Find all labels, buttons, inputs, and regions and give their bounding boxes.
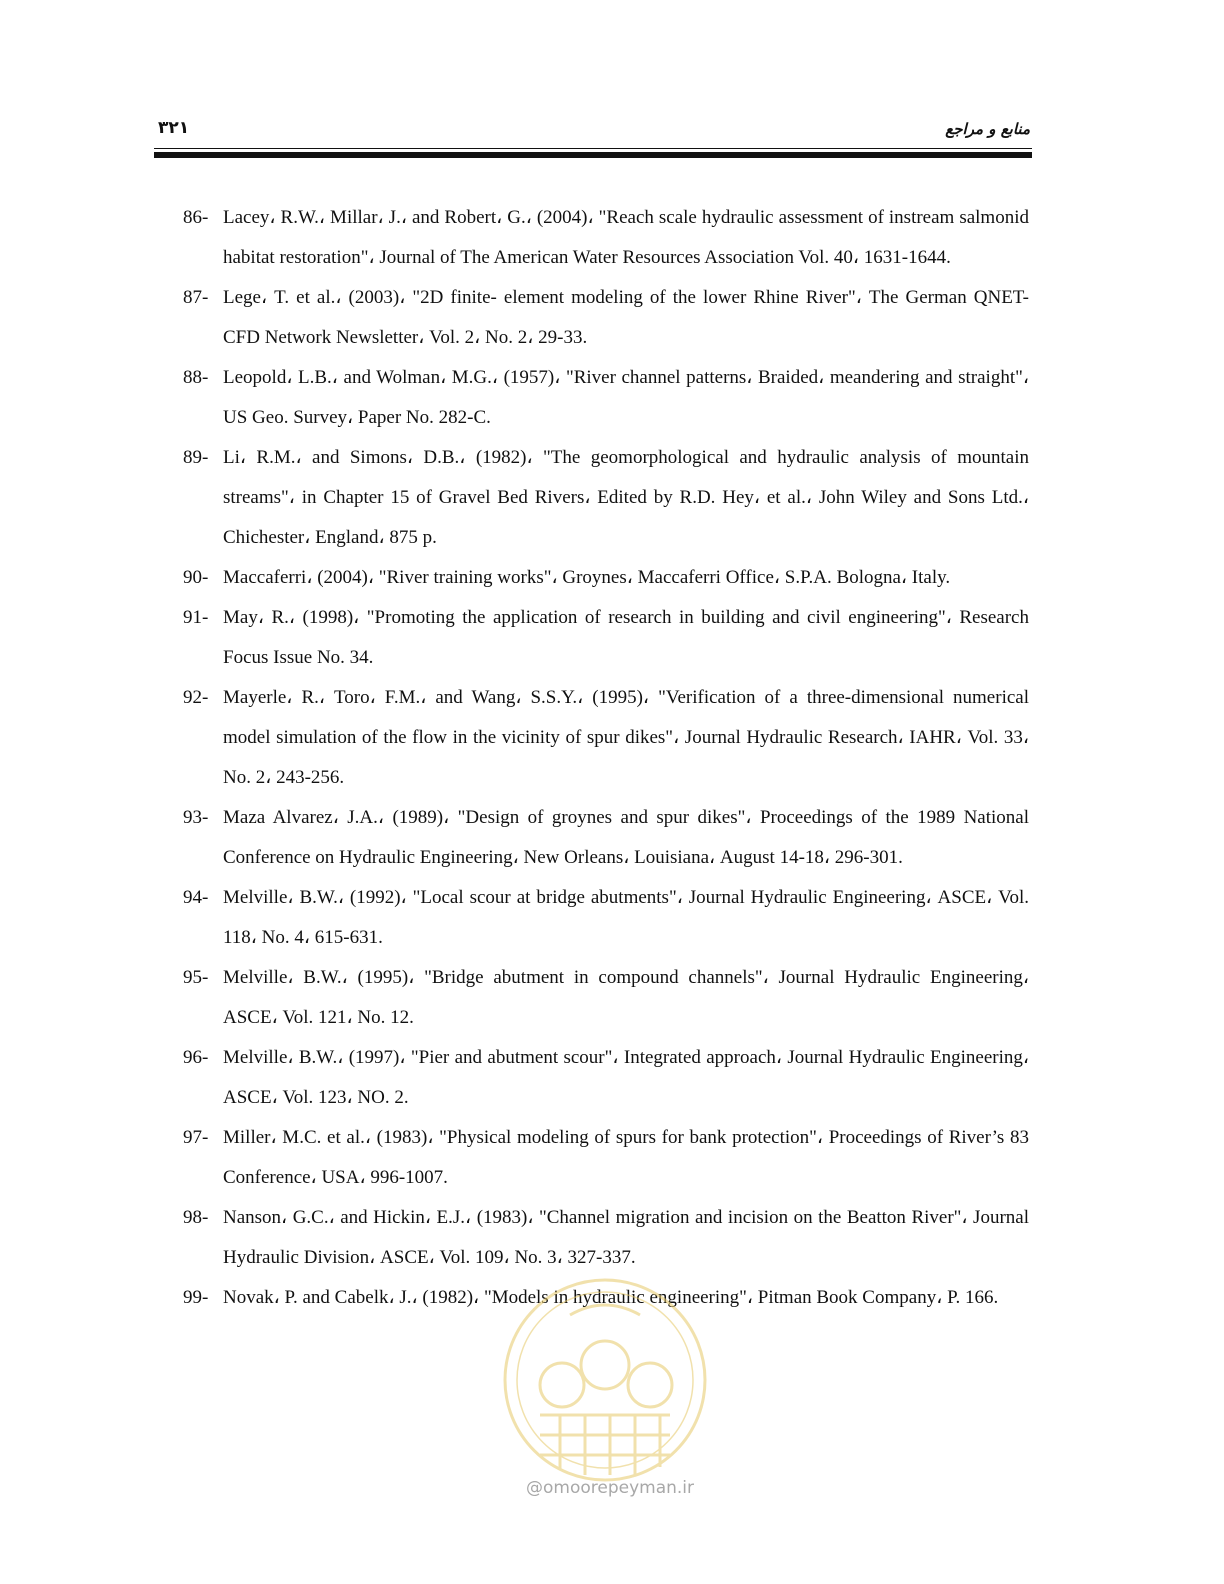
reference-text: Maza Alvarez، J.A.، (1989)، "Design of groynes and spur dikes"، Proceedings of the 1989 National Conference on Hydraulic Engineering، New Orleans، Louisiana، August 14-18، 296-301. bbox=[223, 807, 1029, 868]
reference-text: Melville، B.W.، (1995)، "Bridge abutment in compound channels"، Journal Hydraulic Engineering، ASCE، Vol. 121، No. 12. bbox=[223, 967, 1029, 1028]
reference-number: 91- bbox=[183, 607, 209, 628]
reference-number: 97- bbox=[183, 1127, 209, 1148]
reference-number: 89- bbox=[183, 447, 209, 468]
reference-text: Melville، B.W.، (1997)، "Pier and abutment scour"، Integrated approach، Journal Hydraulic Engineering، ASCE، Vol. 123، NO. 2. bbox=[223, 1047, 1029, 1108]
reference-item bbox=[183, 558, 1029, 598]
reference-number: 92- bbox=[183, 687, 209, 708]
reference-item bbox=[183, 798, 1029, 878]
watermark-site-text: @omoorepeyman.ir bbox=[525, 1478, 695, 1498]
reference-number: 98- bbox=[183, 1207, 209, 1228]
reference-text: Novak، P. and Cabelk، J.، (1982)، "Models in hydraulic engineering"، Pitman Book Company، P. 166. bbox=[223, 1287, 999, 1308]
reference-text: Miller، M.C. et al.، (1983)، "Physical modeling of spurs for bank protection"، Proceedings of River’s 83 Conference، USA، 996-1007. bbox=[223, 1127, 1029, 1188]
reference-number: 94- bbox=[183, 887, 209, 908]
page-header bbox=[154, 112, 1032, 158]
reference-item bbox=[183, 1198, 1029, 1278]
reference-item bbox=[183, 358, 1029, 438]
reference-text: Lacey، R.W.، Millar، J.، and Robert، G.، (2004)، "Reach scale hydraulic assessment of instream salmonid habitat restoration"، Journal of The American Water Resources Association Vol. 40، 1631-1644. bbox=[223, 207, 1029, 268]
reference-item bbox=[183, 1038, 1029, 1118]
reference-item bbox=[183, 1278, 1029, 1318]
reference-item bbox=[183, 678, 1029, 798]
reference-item bbox=[183, 1118, 1029, 1198]
page-number: ۳۲۱ bbox=[158, 118, 190, 138]
reference-item bbox=[183, 198, 1029, 278]
header-rule-thick bbox=[154, 152, 1032, 158]
reference-text: Mayerle، R.، Toro، F.M.، and Wang، S.S.Y.، (1995)، "Verification of a three-dimensional numerical model simulation of the flow in the vicinity of spur dikes"، Journal Hydraulic Research، IAHR، Vol. 33، No. 2، 243-256. bbox=[223, 687, 1029, 788]
reference-number: 86- bbox=[183, 207, 209, 228]
reference-text: Nanson، G.C.، and Hickin، E.J.، (1983)، "Channel migration and incision on the Beatton River"، Journal Hydraulic Division، ASCE، Vol. 109، No. 3، 327-337. bbox=[223, 1207, 1029, 1268]
reference-number: 87- bbox=[183, 287, 209, 308]
reference-text: Melville، B.W.، (1992)، "Local scour at bridge abutments"، Journal Hydraulic Engineering، ASCE، Vol. 118، No. 4، 615-631. bbox=[223, 887, 1029, 948]
reference-text: May، R.، (1998)، "Promoting the application of research in building and civil engineering"، Research Focus Issue No. 34. bbox=[223, 607, 1029, 668]
reference-text: Maccaferri، (2004)، "River training works"، Groynes، Maccaferri Office، S.P.A. Bologna، Italy. bbox=[223, 567, 951, 588]
reference-item bbox=[183, 438, 1029, 558]
reference-text: Li، R.M.، and Simons، D.B.، (1982)، "The geomorphological and hydraulic analysis of mountain streams"، in Chapter 15 of Gravel Bed Rivers، Edited by R.D. Hey، et al.، John Wiley and Sons Ltd.، Chichester، England، 875 p. bbox=[223, 447, 1029, 548]
reference-list bbox=[183, 198, 1029, 1318]
reference-number: 95- bbox=[183, 967, 209, 988]
reference-number: 99- bbox=[183, 1287, 209, 1308]
running-title: منابع و مراجع bbox=[945, 120, 1030, 138]
reference-number: 96- bbox=[183, 1047, 209, 1068]
reference-number: 90- bbox=[183, 567, 209, 588]
reference-item bbox=[183, 278, 1029, 358]
reference-item bbox=[183, 598, 1029, 678]
reference-number: 93- bbox=[183, 807, 209, 828]
header-rule-thin bbox=[154, 148, 1032, 149]
reference-text: Lege، T. et al.، (2003)، "2D finite- element modeling of the lower Rhine River"، The German QNET-CFD Network Newsletter، Vol. 2، No. 2، 29-33. bbox=[223, 287, 1029, 348]
reference-item bbox=[183, 878, 1029, 958]
reference-text: Leopold، L.B.، and Wolman، M.G.، (1957)، "River channel patterns، Braided، meandering and straight"، US Geo. Survey، Paper No. 282-C. bbox=[223, 367, 1029, 428]
reference-number: 88- bbox=[183, 367, 209, 388]
reference-item bbox=[183, 958, 1029, 1038]
